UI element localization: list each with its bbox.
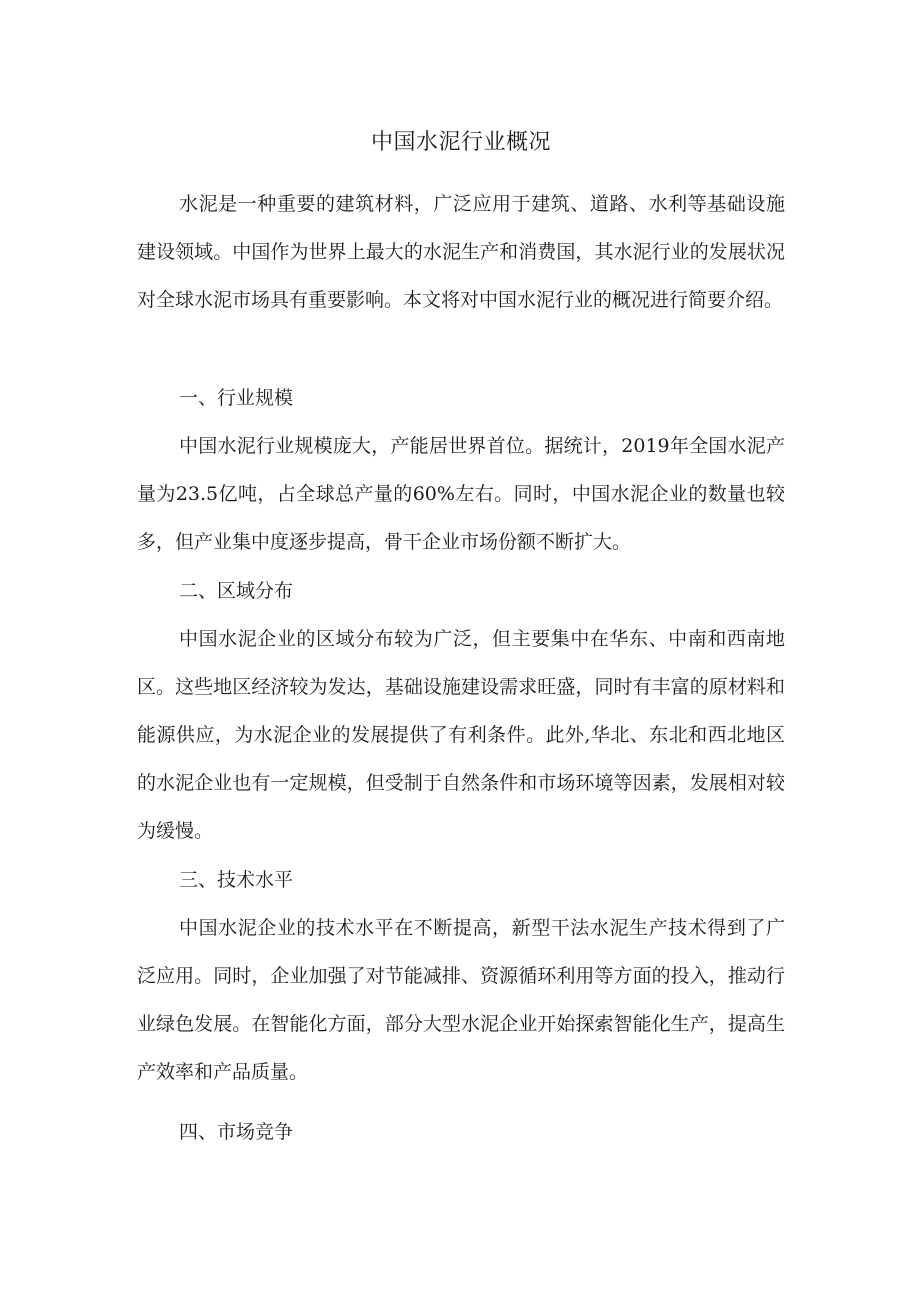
intro-paragraph: 水泥是一种重要的建筑材料，广泛应用于建筑、道路、水利等基础设施建设领域。中国作为世界上最大的水泥生产和消费国，其水泥行业的发展状况对全球水泥市场具有重要影响。本文将对中国水泥行业的概况进行简要介绍。 — [137, 193, 785, 311]
section-body-scale: 中国水泥行业规模庞大，产能居世界首位。据统计，2019年全国水泥产量为23.5亿吨，占全球总产量的60%左右。同时，中国水泥企业的数量也较多，但产业集中度逐步提高，骨干企业市场份额不断扩大。 — [137, 435, 785, 553]
section-body-technology: 中国水泥企业的技术水平在不断提高，新型干法水泥生产技术得到了广泛应用。同时，企业加强了对节能减排、资源循环利用等方面的投入，推动行业绿色发展。在智能化方面，部分大型水泥企业开始探索智能化生产，提高生产效率和产品质量。 — [137, 917, 785, 1083]
section-body-region: 中国水泥企业的区域分布较为广泛，但主要集中在华东、中南和西南地区。这些地区经济较为发达，基础设施建设需求旺盛，同时有丰富的原材料和能源供应，为水泥企业的发展提供了有利条件。此外,华北、东北和西北地区的水泥企业也有一定规模，但受制于自然条件和市场环境等因素，发展相对较为缓慢。 — [137, 628, 785, 842]
section-heading-technology: 三、技术水平 — [179, 869, 294, 891]
section-heading-competition: 四、市场竞争 — [179, 1121, 294, 1143]
document-title: 中国水泥行业概况 — [370, 130, 551, 155]
section-heading-scale: 一、行业规模 — [179, 387, 294, 409]
section-heading-region: 二、区域分布 — [179, 580, 294, 602]
